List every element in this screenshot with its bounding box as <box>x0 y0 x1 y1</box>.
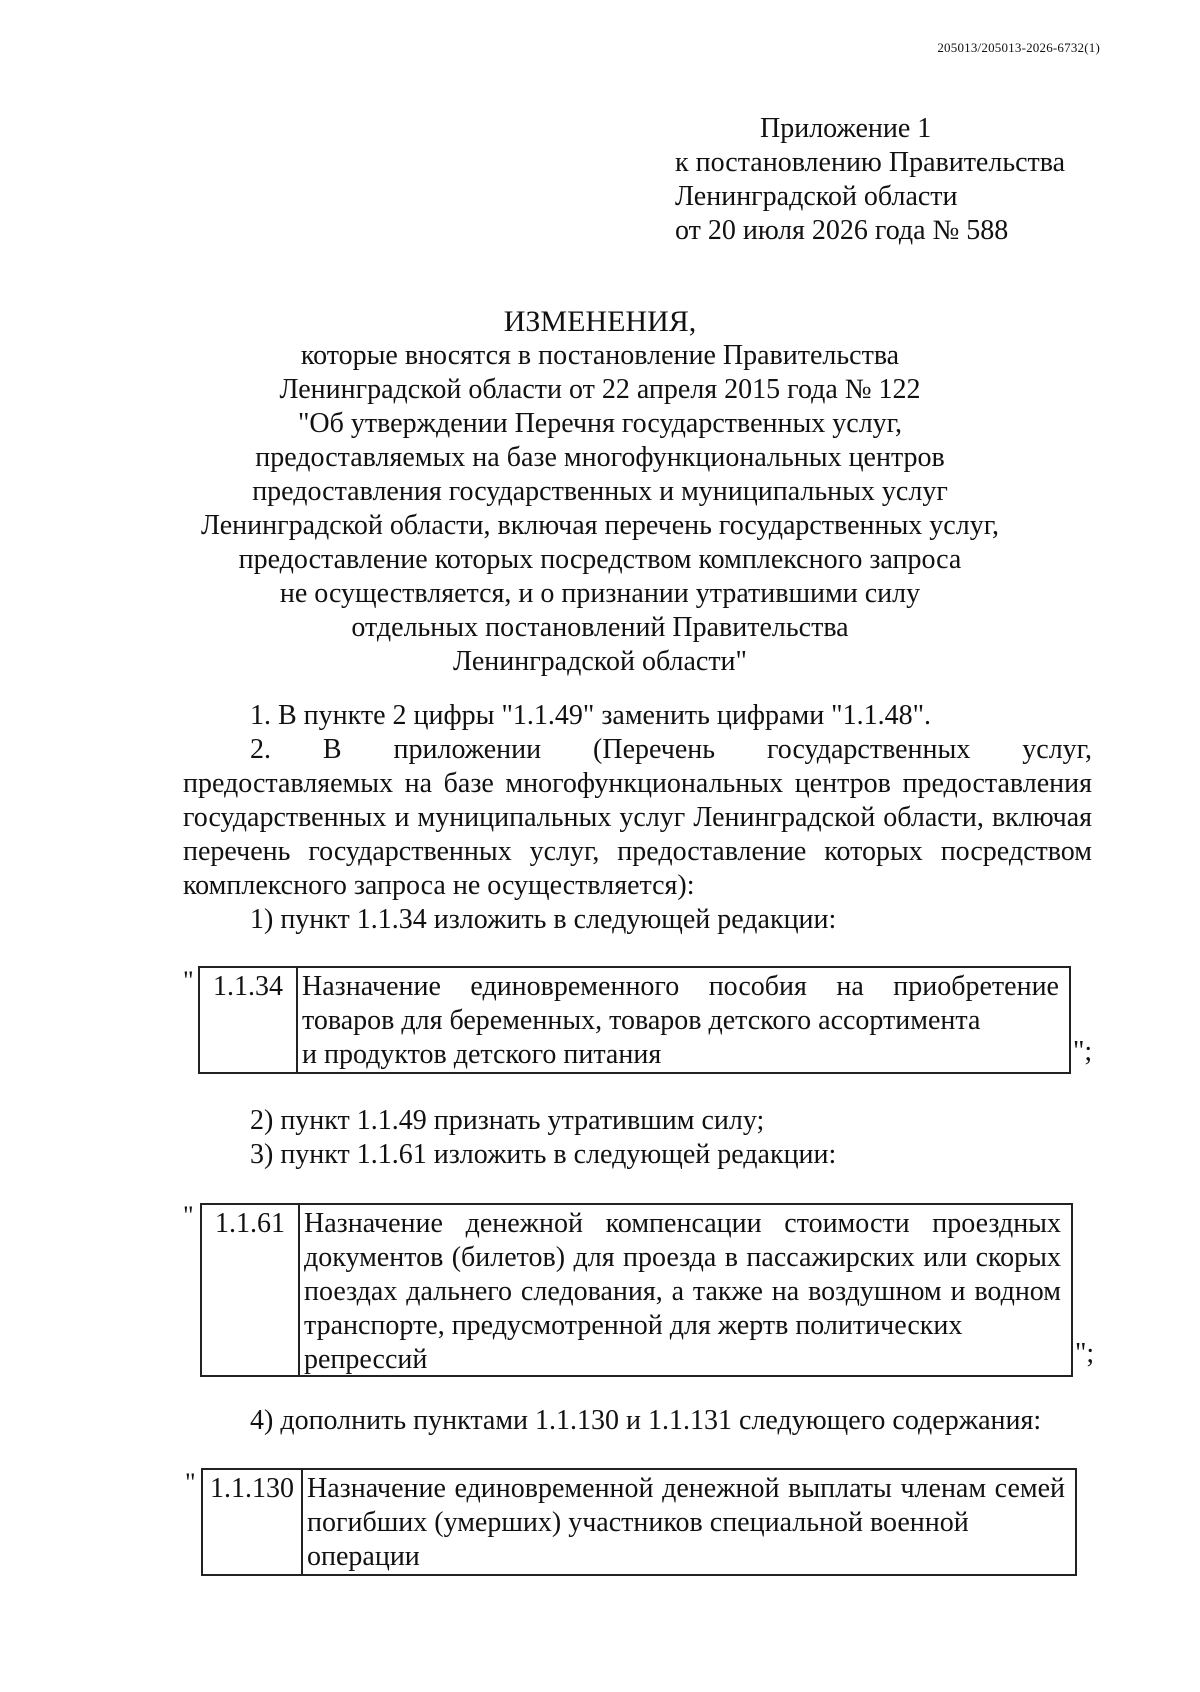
title-line: предоставления государственных и муниципальных услуг <box>252 476 948 507</box>
title-line: Ленинградской области от 22 апреля 2015 года № 122 <box>279 374 921 405</box>
table-open-quote: " <box>183 966 194 995</box>
title-line: которые вносятся в постановление Правительства <box>300 340 900 371</box>
table-text: Назначение денежной компенсации стоимости проездных документов (билетов) для проезда в пассажирских или скорых поездах дальнего следования, а также на воздушном и водном транспорте, предусмотренной для жертв политических <box>304 1208 1061 1341</box>
table-text: Назначение единовременной денежной выплаты членам семей погибших (умерших) участников специальной военной <box>307 1473 1065 1538</box>
table-close-quote: "; <box>1075 1338 1095 1369</box>
title-line: отдельных постановлений Правительства <box>351 612 849 643</box>
list-item-3: 3) пункт 1.1.61 изложить в следующей редакции: <box>250 1139 837 1170</box>
paragraph-2-body: предоставляемых на базе многофункциональных центров предоставления государственных и муниципальных услуг Ленинградской области, включая перечень государственных услуг, предоставление которых посредством комплексного запроса не осуществляется): <box>183 768 1092 901</box>
appendix-line-2: к постановлению Правительства <box>675 147 1066 178</box>
title-line: Ленинградской области" <box>453 646 747 677</box>
table-text-last-line: и продуктов детского питания <box>302 1039 662 1070</box>
paragraph-2-first-line: 2. В приложении (Перечень государственных услуг, <box>250 734 1092 765</box>
list-item-4: 4) дополнить пунктами 1.1.130 и 1.1.131 следующего содержания: <box>250 1405 1042 1436</box>
paragraph-1: 1. В пункте 2 цифры "1.1.49" заменить цифрами "1.1.48". <box>250 700 932 731</box>
appendix-line-1: Приложение 1 <box>760 113 932 144</box>
table-text-last-line: операции <box>307 1541 420 1572</box>
list-item-2: 2) пункт 1.1.49 признать утратившим силу; <box>250 1105 765 1136</box>
document-number: 205013/205013-2026-6732(1) <box>937 40 1100 55</box>
table-item-1-1-34 <box>198 966 1071 1074</box>
table-text: Назначение единовременного пособия на приобретение товаров для беременных, товаров детского ассортимента <box>302 971 1059 1036</box>
appendix-heading <box>675 112 1065 248</box>
table-text-last-line: репрессий <box>304 1344 428 1375</box>
title-heading: ИЗМЕНЕНИЯ, <box>503 305 697 338</box>
document-title <box>180 305 1020 679</box>
table-open-quote: " <box>185 1468 196 1497</box>
table-item-1-1-61 <box>200 1203 1073 1377</box>
appendix-line-4: от 20 июля 2026 года № 588 <box>675 215 1009 246</box>
title-line: не осуществляется, и о признании утратившими силу <box>279 578 921 609</box>
table-item-1-1-130 <box>201 1468 1077 1576</box>
table-number-cell: 1.1.61 <box>202 1205 300 1375</box>
table-text-cell <box>300 1205 1065 1375</box>
table-open-quote: " <box>183 1201 194 1230</box>
table-close-quote: "; <box>1073 1036 1093 1067</box>
title-line: "Об утверждении Перечня государственных услуг, <box>297 408 903 439</box>
table-text-cell <box>298 968 1063 1072</box>
table-text-cell <box>303 1470 1069 1574</box>
title-line: Ленинградской области, включая перечень государственных услуг, <box>200 510 1000 541</box>
title-line: предоставляемых на базе многофункциональных центров <box>255 442 945 473</box>
appendix-line-3: Ленинградской области <box>675 181 958 212</box>
title-line: предоставление которых посредством комплексного запроса <box>238 544 962 575</box>
table-number-cell: 1.1.34 <box>200 968 298 1072</box>
list-item-1: 1) пункт 1.1.34 изложить в следующей редакции: <box>250 904 837 935</box>
table-number-cell: 1.1.130 <box>203 1470 303 1574</box>
